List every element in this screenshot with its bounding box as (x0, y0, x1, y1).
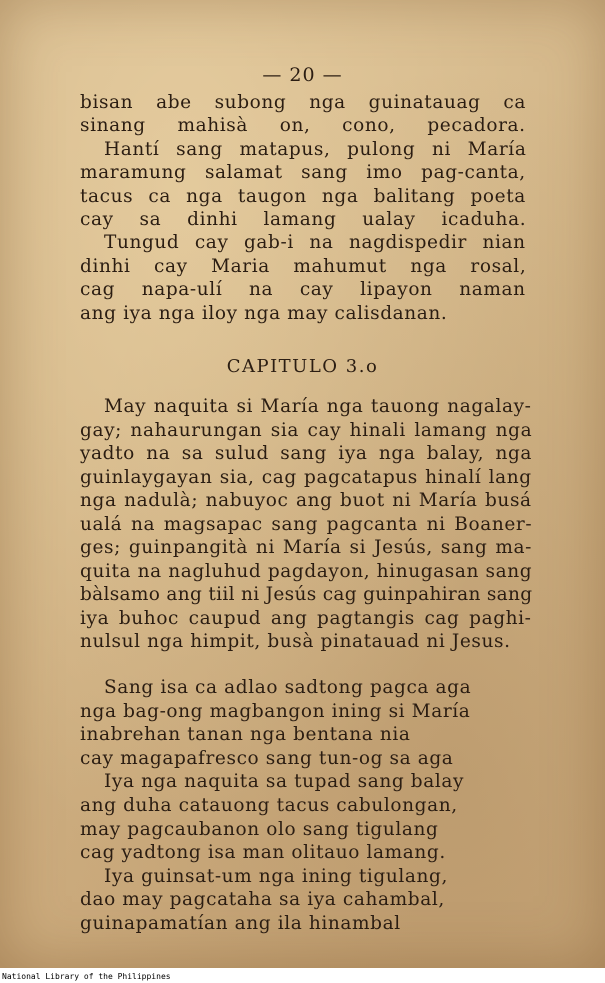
block1-line: bisan abe subong nga guinatauag ca (80, 92, 527, 113)
page-number: — 20 — (262, 64, 343, 86)
block3-line: Iya nga naquita sa tupad sang balay (104, 771, 465, 793)
block1-line: sinang mahisà on, cono, pecadora. (80, 115, 526, 137)
block1-line: cag napa-ulí na cay lipayon naman (80, 279, 526, 301)
block1-line: dinhi cay Maria mahumut nga rosal, (80, 255, 527, 277)
block1-line: Tungud cay gab-i na nagdispedir nian (104, 232, 526, 254)
block1-line: maramung salamat sang imo pag-canta, (80, 162, 526, 184)
block3-line: dao may pagcataha sa iya cahambal, (80, 889, 445, 911)
block2-line: May naquita si María nga tauong nagalay- (104, 396, 532, 417)
block1-line: ang iya nga iloy nga may calisdanan. (80, 302, 448, 324)
block2-line: nulsul nga himpit, busà pinatauad ni Jesus. (80, 631, 511, 652)
block2-line: quita na nagluhud pagdayon, hinugasan sang (80, 560, 533, 582)
block3-line: guinapamatían ang ila hinambal (80, 913, 401, 934)
block2-line: bàlsamo ang tiil ni Jesús cag guinpahiran sang (80, 584, 533, 605)
block2-line: nga nadulà; nabuyoc ang buot ni María busá (80, 490, 532, 511)
block3-line: may pagcaubanon olo sang tigulang (80, 818, 439, 840)
block3-line: ang duha catauong tacus cabulongan, (80, 795, 458, 816)
block2-line: ualá na magsapac sang pagcanta ni Boaner- (80, 513, 533, 535)
footer-credit: National Library of the Philippines (2, 972, 171, 981)
block2-line: guinlaygayan sia, cag pagcatapus hinalí lang (80, 466, 532, 488)
block3-line: Iya guinsat-um nga ining tigulang, (104, 865, 448, 887)
block1-line: Hantí sang matapus, pulong ni María (104, 138, 527, 160)
block3-line: inabrehan tanan nga bentana nia (80, 724, 411, 746)
block3-line: cay magapafresco sang tun-og sa aga (80, 747, 454, 769)
block2-line: yadto na sa sulud sang iya nga balay, nga (80, 443, 533, 464)
block1-line: cay sa dinhi lamang ualay icaduha. (80, 209, 527, 230)
block2-line: gay; nahaurungan sia cay hinali lamang nga (80, 419, 533, 441)
chapter-heading: CAPITULO 3.o (226, 356, 379, 377)
block3-line: cag yadtong isa man olitauo lamang. (80, 842, 446, 864)
block2-line: iya buhoc caupud ang pagtangis cag paghi- (80, 607, 532, 629)
block2-line: ges; guinpangità ni María si Jesús, sang ma- (80, 537, 532, 558)
block3-line: nga bag-ong magbangon ining si María (80, 700, 471, 722)
block1-line: tacus ca nga taugon nga balitang poeta (80, 185, 526, 207)
block3-line: Sang isa ca adlao sadtong pagca aga (104, 677, 472, 698)
